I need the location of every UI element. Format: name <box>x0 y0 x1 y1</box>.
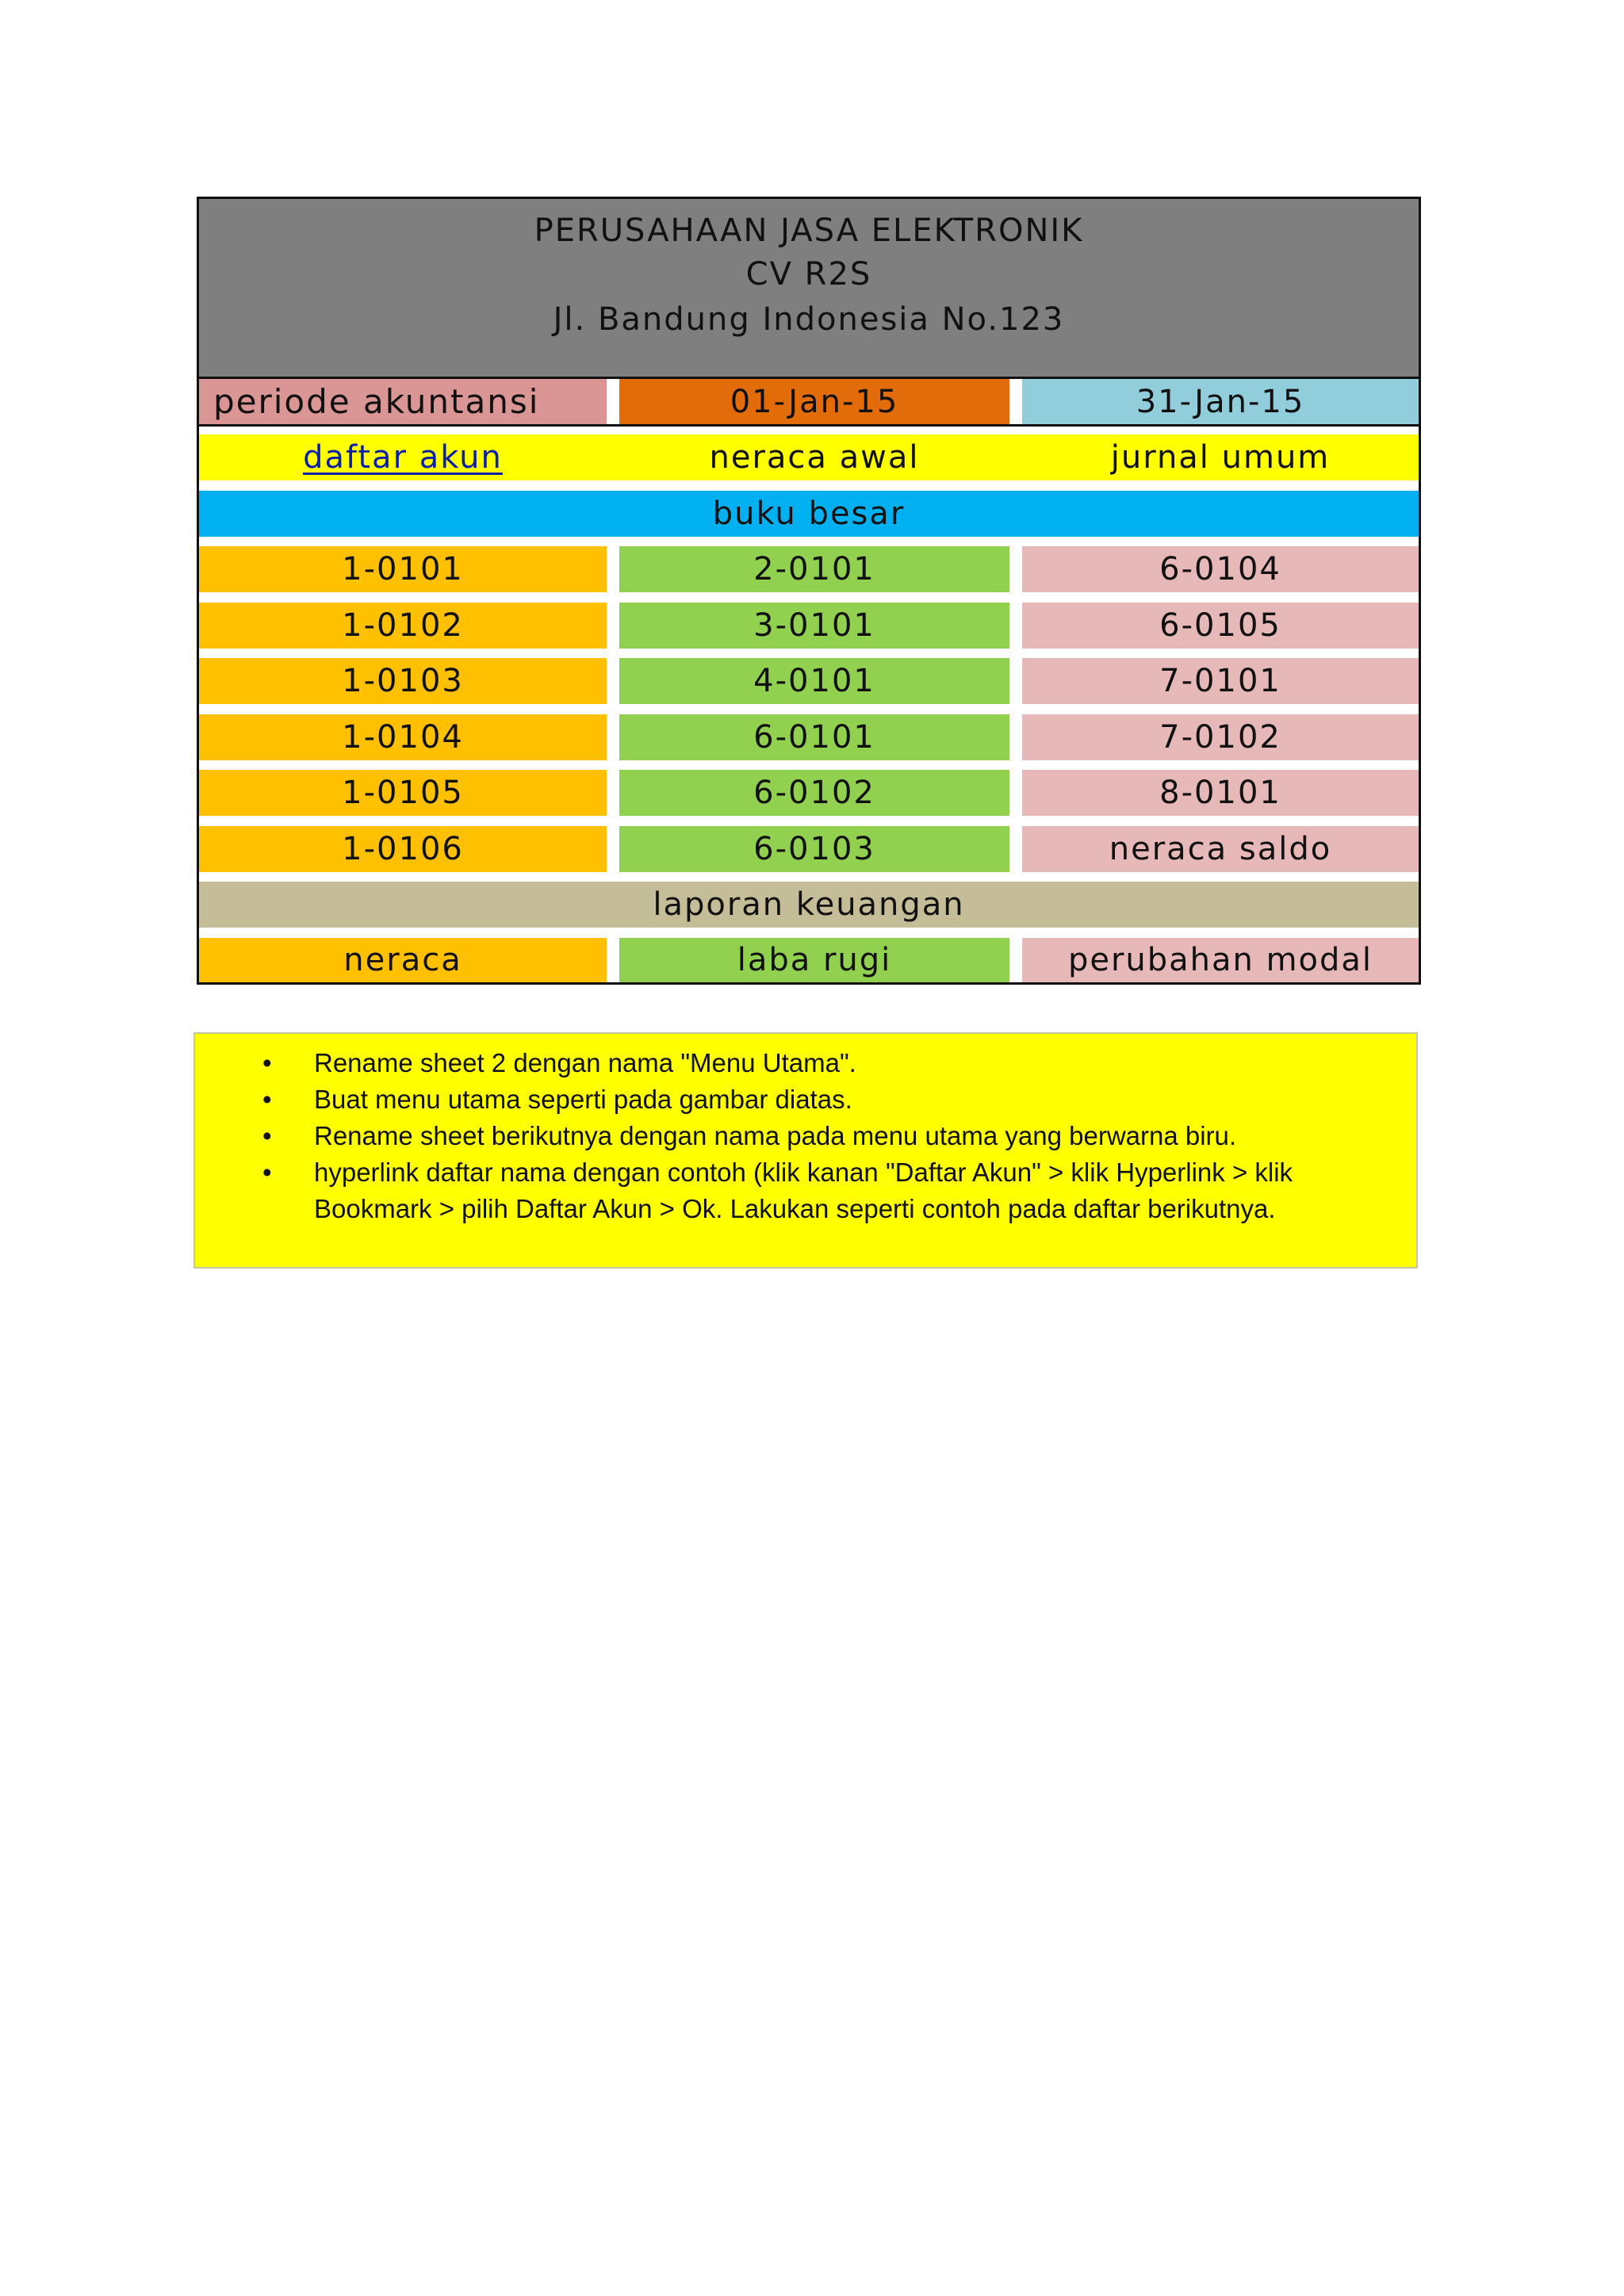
account-cell[interactable]: 8-0101 <box>1022 770 1419 816</box>
company-name: CV R2S <box>745 256 872 293</box>
instruction-item <box>195 1081 1416 1118</box>
instruction-text: Rename sheet 2 dengan nama "Menu Utama". <box>314 1048 856 1077</box>
bullet: • <box>262 1158 272 1187</box>
account-cell[interactable]: 7-0102 <box>1022 714 1419 760</box>
account-cell[interactable]: 4-0101 <box>619 658 1009 704</box>
laba-rugi-menu-item[interactable]: laba rugi <box>619 938 1009 982</box>
instruction-item <box>195 1118 1416 1154</box>
account-cell[interactable]: 1-0102 <box>199 603 607 649</box>
account-cell[interactable]: 6-0102 <box>619 770 1009 816</box>
neraca-awal-menu-item[interactable]: neraca awal <box>709 439 920 476</box>
jurnal-umum-menu-item[interactable]: jurnal umum <box>1110 439 1331 476</box>
buku-besar-header: buku besar <box>199 491 1419 537</box>
instructions-list <box>195 1045 1416 1227</box>
daftar-akun-link[interactable]: daftar akun <box>303 439 503 476</box>
account-cell[interactable]: 7-0101 <box>1022 658 1419 704</box>
period-divider <box>199 424 1419 427</box>
account-cell[interactable]: 2-0101 <box>619 546 1009 592</box>
account-cell[interactable]: 6-0104 <box>1022 546 1419 592</box>
bullet: • <box>262 1048 272 1077</box>
neraca-menu-item[interactable]: neraca <box>199 938 607 982</box>
period-start-date: 01-Jan-15 <box>619 379 1009 424</box>
account-cell[interactable]: 1-0103 <box>199 658 607 704</box>
instruction-item <box>195 1045 1416 1081</box>
account-cell[interactable]: 6-0101 <box>619 714 1009 760</box>
laporan-keuangan-header: laporan keuangan <box>199 882 1419 928</box>
company-header <box>199 199 1419 379</box>
company-address: Jl. Bandung Indonesia No.123 <box>553 301 1065 338</box>
account-cell[interactable]: 1-0106 <box>199 826 607 872</box>
period-end-date: 31-Jan-15 <box>1022 379 1419 424</box>
bullet: • <box>262 1121 272 1150</box>
period-label: periode akuntansi <box>199 379 607 424</box>
account-cell[interactable]: 1-0104 <box>199 714 607 760</box>
account-cell[interactable]: 6-0103 <box>619 826 1009 872</box>
account-cell[interactable]: 1-0101 <box>199 546 607 592</box>
daftar-akun-cell <box>199 434 607 480</box>
main-menu-table <box>197 197 1421 985</box>
instructions-box <box>193 1032 1418 1269</box>
company-type: PERUSAHAAN JASA ELEKTRONIK <box>534 212 1084 249</box>
account-cell[interactable]: 1-0105 <box>199 770 607 816</box>
perubahan-modal-menu-item[interactable]: perubahan modal <box>1022 938 1419 982</box>
instruction-item <box>195 1154 1416 1227</box>
account-cell[interactable]: 6-0105 <box>1022 603 1419 649</box>
bullet: • <box>262 1085 272 1114</box>
instruction-text: Rename sheet berikutnya dengan nama pada menu utama yang berwarna biru. <box>314 1121 1237 1150</box>
instruction-text: hyperlink daftar nama dengan contoh (klik kanan "Daftar Akun" > klik Hyperlink > klik Bookmark > pilih Daftar Akun > Ok. Lakukan seperti contoh pada daftar berikutnya. <box>314 1158 1293 1223</box>
account-cell[interactable]: 3-0101 <box>619 603 1009 649</box>
neraca-saldo-menu-item[interactable]: neraca saldo <box>1022 826 1419 872</box>
instruction-text: Buat menu utama seperti pada gambar diatas. <box>314 1085 852 1114</box>
